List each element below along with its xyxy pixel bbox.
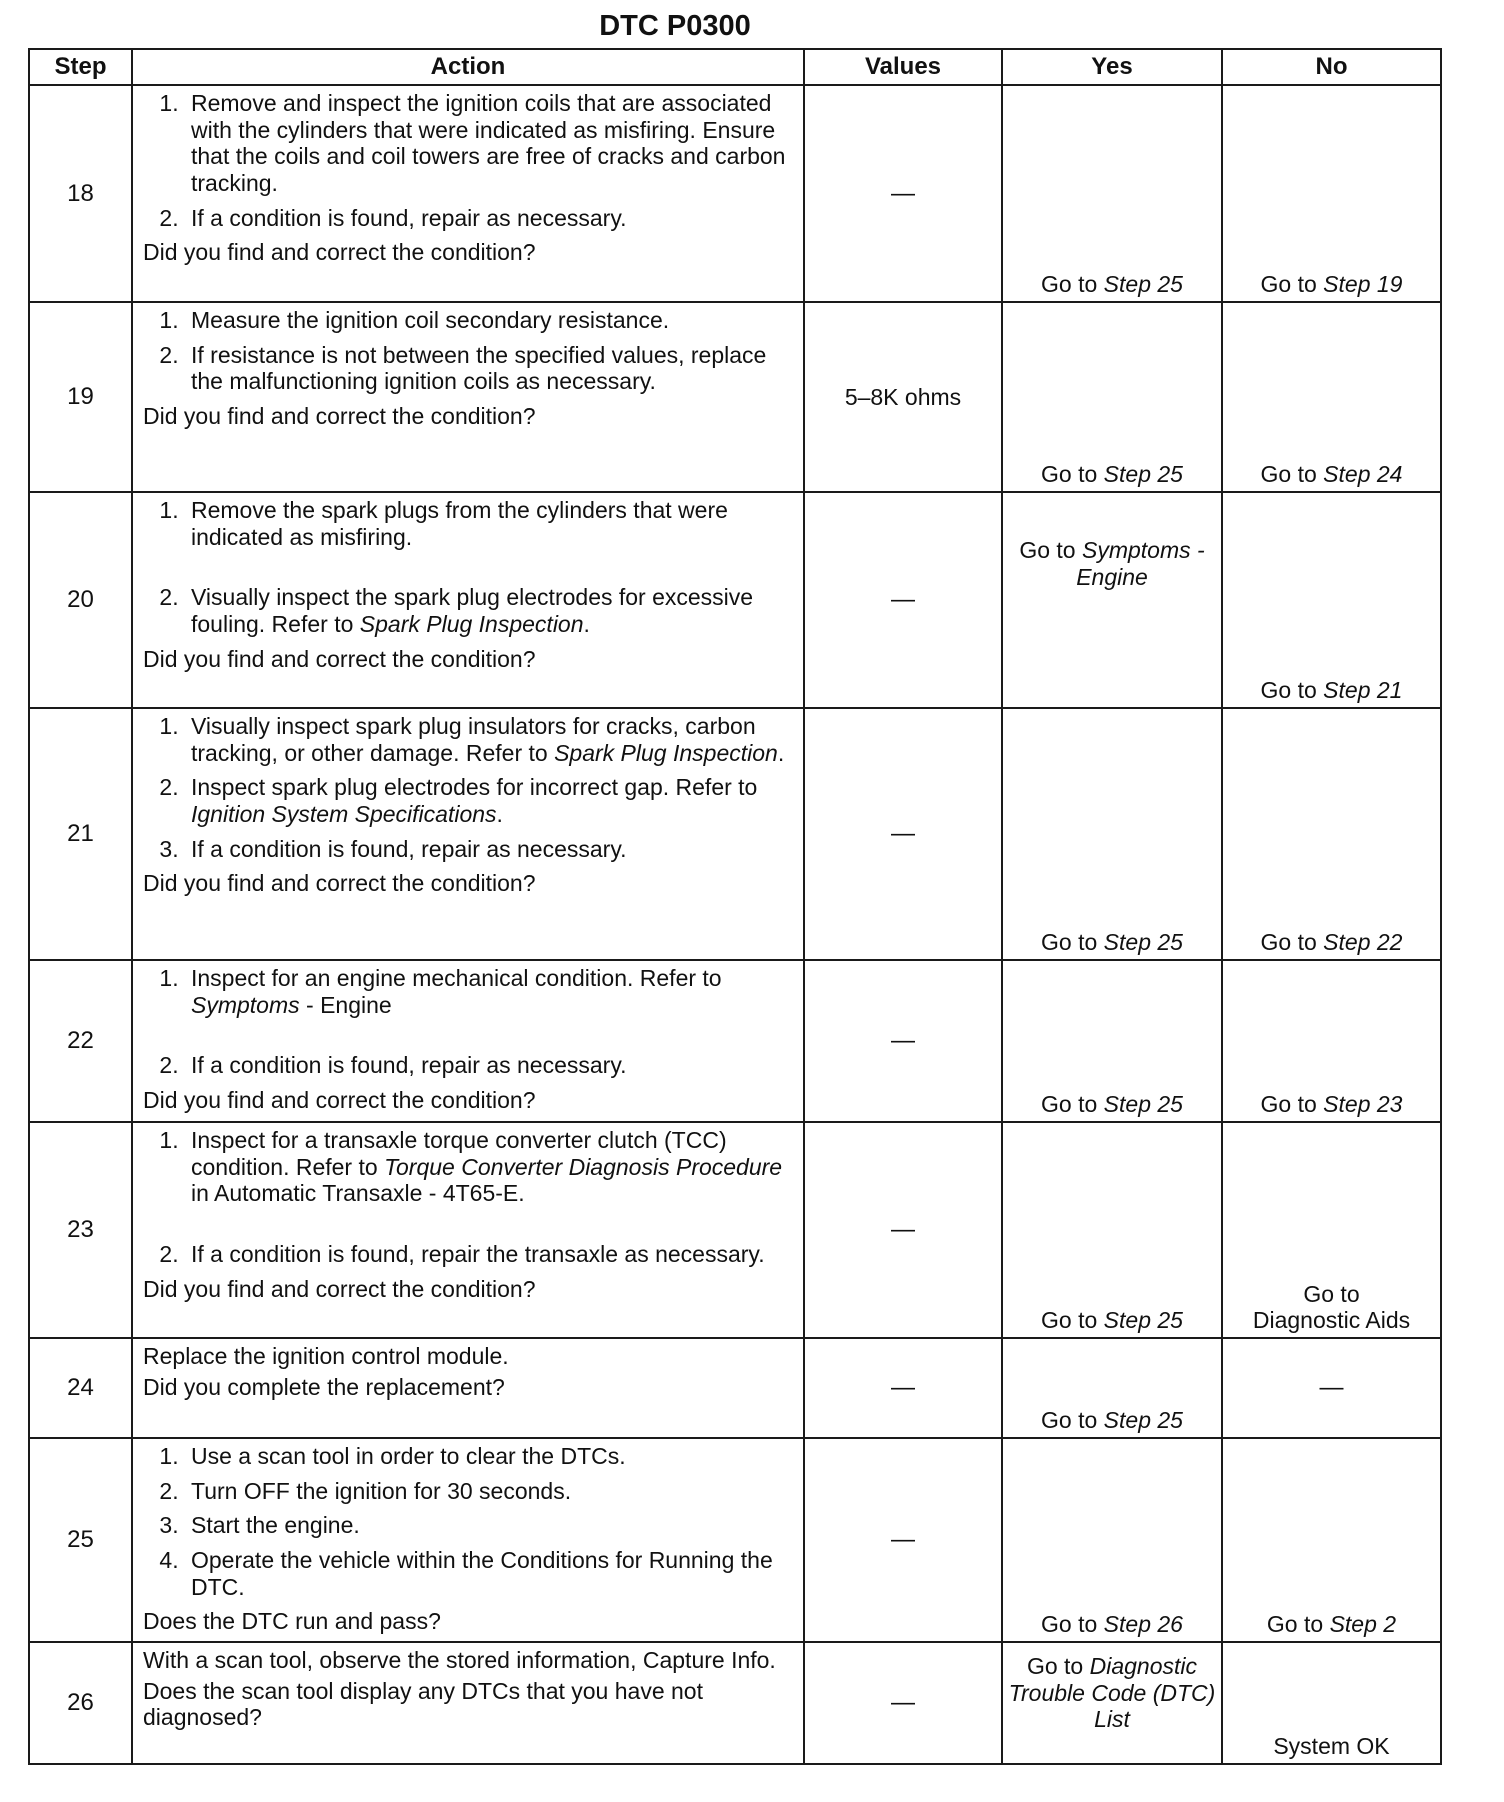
no-target: System OK: [1273, 1733, 1390, 1760]
no-target: Step 2: [1329, 1611, 1397, 1638]
yes-target: Diagnostic Trouble Code (DTC) List: [1008, 1653, 1216, 1733]
step-number: 18: [29, 85, 132, 302]
action-cell: [132, 492, 804, 708]
action-question: Did you complete the replacement?: [143, 1373, 505, 1400]
no-target: Step 23: [1323, 1091, 1403, 1118]
action-cell: [132, 1438, 804, 1642]
table-row: [29, 708, 1441, 960]
yes-cell: Go to Step 25: [1002, 85, 1222, 302]
action-item: 1. Use a scan tool in order to clear the DTCs.: [185, 1443, 793, 1470]
action-question: Did you find and correct the condition?: [143, 239, 536, 266]
action-item: 3. Start the engine.: [185, 1512, 793, 1539]
yes-cell: Go to Symptoms - Engine: [1002, 492, 1222, 708]
yes-target: Symptoms -: [1081, 537, 1205, 563]
header-values: Values: [804, 49, 1002, 85]
yes-target: Step 25: [1103, 1091, 1183, 1118]
table-row: [29, 1438, 1441, 1642]
yes-cell: Go to Step 25: [1002, 1122, 1222, 1338]
no-cell: Go to Diagnostic Aids: [1222, 1122, 1441, 1338]
table-row: [29, 85, 1441, 302]
action-cell: [132, 1642, 804, 1764]
action-cell: [132, 1338, 804, 1438]
header-yes: Yes: [1002, 49, 1222, 85]
values-cell: —: [804, 708, 1002, 960]
action-list: [143, 90, 793, 239]
table-row: [29, 302, 1441, 492]
values-cell: —: [804, 492, 1002, 708]
yes-cell: Go to Step 25: [1002, 302, 1222, 492]
values-cell: —: [804, 1642, 1002, 1764]
step-number: 23: [29, 1122, 132, 1338]
yes-target: Step 25: [1103, 1307, 1183, 1334]
yes-target: Step 25: [1103, 1407, 1183, 1434]
action-question: Does the DTC run and pass?: [143, 1608, 441, 1635]
action-list: [143, 1443, 793, 1608]
action-item: 1. Inspect for an engine mechanical condition. Refer to Symptoms - Engine: [185, 965, 793, 1018]
action-list: [143, 1127, 793, 1276]
action-question: Does the scan tool display any DTCs that you have not diagnosed?: [143, 1677, 703, 1731]
action-item: 3. If a condition is found, repair as necessary.: [185, 836, 793, 863]
action-cell: [132, 960, 804, 1122]
yes-cell: Go to Diagnostic Trouble Code (DTC) List: [1002, 1642, 1222, 1764]
action-cell: [132, 1122, 804, 1338]
action-item: 1. Inspect for a transaxle torque converter clutch (TCC) condition. Refer to Torque Converter Diagnosis Procedure in Automatic Transaxle - 4T65-E.: [185, 1127, 793, 1207]
no-cell: [1222, 1642, 1441, 1764]
action-text: With a scan tool, observe the stored information, Capture Info.: [143, 1647, 776, 1673]
values-cell: —: [804, 1338, 1002, 1438]
action-item: 2. Turn OFF the ignition for 30 seconds.: [185, 1478, 793, 1505]
action-item: 2. If a condition is found, repair the transaxle as necessary.: [185, 1241, 793, 1268]
yes-target: Step 26: [1103, 1611, 1183, 1638]
header-step: Step: [29, 49, 132, 85]
action-item: 2. Inspect spark plug electrodes for incorrect gap. Refer to Ignition System Specifications.: [185, 774, 793, 827]
action-question: Did you find and correct the condition?: [143, 1275, 536, 1302]
table-row: [29, 1338, 1441, 1438]
action-question: Did you find and correct the condition?: [143, 645, 536, 672]
no-cell: Go to Step 24: [1222, 302, 1441, 492]
reference-link: Ignition System Specifications: [191, 801, 497, 828]
yes-target: Step 25: [1103, 271, 1183, 298]
table-row: [29, 492, 1441, 708]
action-text: Replace the ignition control module.: [143, 1343, 509, 1369]
yes-target: Step 25: [1103, 929, 1183, 956]
yes-cell: Go to Step 25: [1002, 708, 1222, 960]
dtc-table: [28, 48, 1442, 1765]
values-cell: —: [804, 960, 1002, 1122]
reference-link: Spark Plug Inspection: [359, 611, 584, 638]
action-list: [143, 965, 793, 1087]
action-cell: [132, 708, 804, 960]
yes-cell: Go to Step 25: [1002, 960, 1222, 1122]
step-number: 26: [29, 1642, 132, 1764]
yes-cell: Go to Step 26: [1002, 1438, 1222, 1642]
no-cell: Go to Step 22: [1222, 708, 1441, 960]
no-target: Step 24: [1323, 461, 1403, 488]
yes-target: Step 25: [1103, 461, 1183, 488]
action-item: 2. If resistance is not between the specified values, replace the malfunctioning ignition coils as necessary.: [185, 342, 793, 395]
action-question: Did you find and correct the condition?: [143, 1087, 536, 1114]
table-row: [29, 1642, 1441, 1764]
action-cell: [132, 85, 804, 302]
action-item: 1. Visually inspect spark plug insulators for cracks, carbon tracking, or other damage. Refer to Spark Plug Inspection.: [185, 713, 793, 766]
action-list: [143, 307, 793, 403]
document-title: DTC P0300: [599, 10, 751, 42]
no-cell: Go to Step 21: [1222, 492, 1441, 708]
table-row: [29, 1122, 1441, 1338]
values-cell: 5–8K ohms: [804, 302, 1002, 492]
step-number: 21: [29, 708, 132, 960]
values-cell: —: [804, 85, 1002, 302]
no-target: Step 21: [1323, 677, 1403, 704]
header-no: No: [1222, 49, 1441, 85]
values-cell: —: [804, 1122, 1002, 1338]
no-cell: Go to Step 23: [1222, 960, 1441, 1122]
action-item: 2. If a condition is found, repair as necessary.: [185, 205, 793, 232]
action-item: 1. Measure the ignition coil secondary resistance.: [185, 307, 793, 334]
action-item: 2. Visually inspect the spark plug electrodes for excessive fouling. Refer to Spark Plug Inspection.: [185, 584, 793, 637]
action-list: [143, 497, 793, 646]
action-item: 4. Operate the vehicle within the Conditions for Running the DTC.: [185, 1547, 793, 1600]
table-row: [29, 960, 1441, 1122]
no-cell: Go to Step 19: [1222, 85, 1441, 302]
step-number: 24: [29, 1338, 132, 1438]
step-number: 25: [29, 1438, 132, 1642]
action-list: [143, 713, 793, 870]
action-item: 1. Remove the spark plugs from the cylinders that were indicated as misfiring.: [185, 497, 793, 550]
table-header-row: [29, 49, 1441, 85]
values-cell: —: [804, 1438, 1002, 1642]
yes-cell: Go to Step 25: [1002, 1338, 1222, 1438]
action-item: 1. Remove and inspect the ignition coils that are associated with the cylinders that were indicated as misfiring. Ensure that the coils and coil towers are free of cracks and carbon tracking.: [185, 90, 793, 197]
step-number: 19: [29, 302, 132, 492]
step-number: 20: [29, 492, 132, 708]
header-action: Action: [132, 49, 804, 85]
action-item: 2. If a condition is found, repair as necessary.: [185, 1052, 793, 1079]
step-number: 22: [29, 960, 132, 1122]
no-target: Step 22: [1323, 929, 1403, 956]
action-cell: [132, 302, 804, 492]
no-target: Diagnostic Aids: [1252, 1307, 1411, 1334]
reference-link: Symptoms: [191, 991, 300, 1018]
action-question: Did you find and correct the condition?: [143, 870, 536, 897]
no-cell: Go to Step 2: [1222, 1438, 1441, 1642]
no-target: Step 19: [1323, 271, 1403, 298]
reference-link: Torque Converter Diagnosis Procedure: [384, 1153, 783, 1180]
reference-link: Spark Plug Inspection: [554, 739, 778, 766]
no-cell: —: [1222, 1338, 1441, 1438]
action-question: Did you find and correct the condition?: [143, 403, 536, 430]
